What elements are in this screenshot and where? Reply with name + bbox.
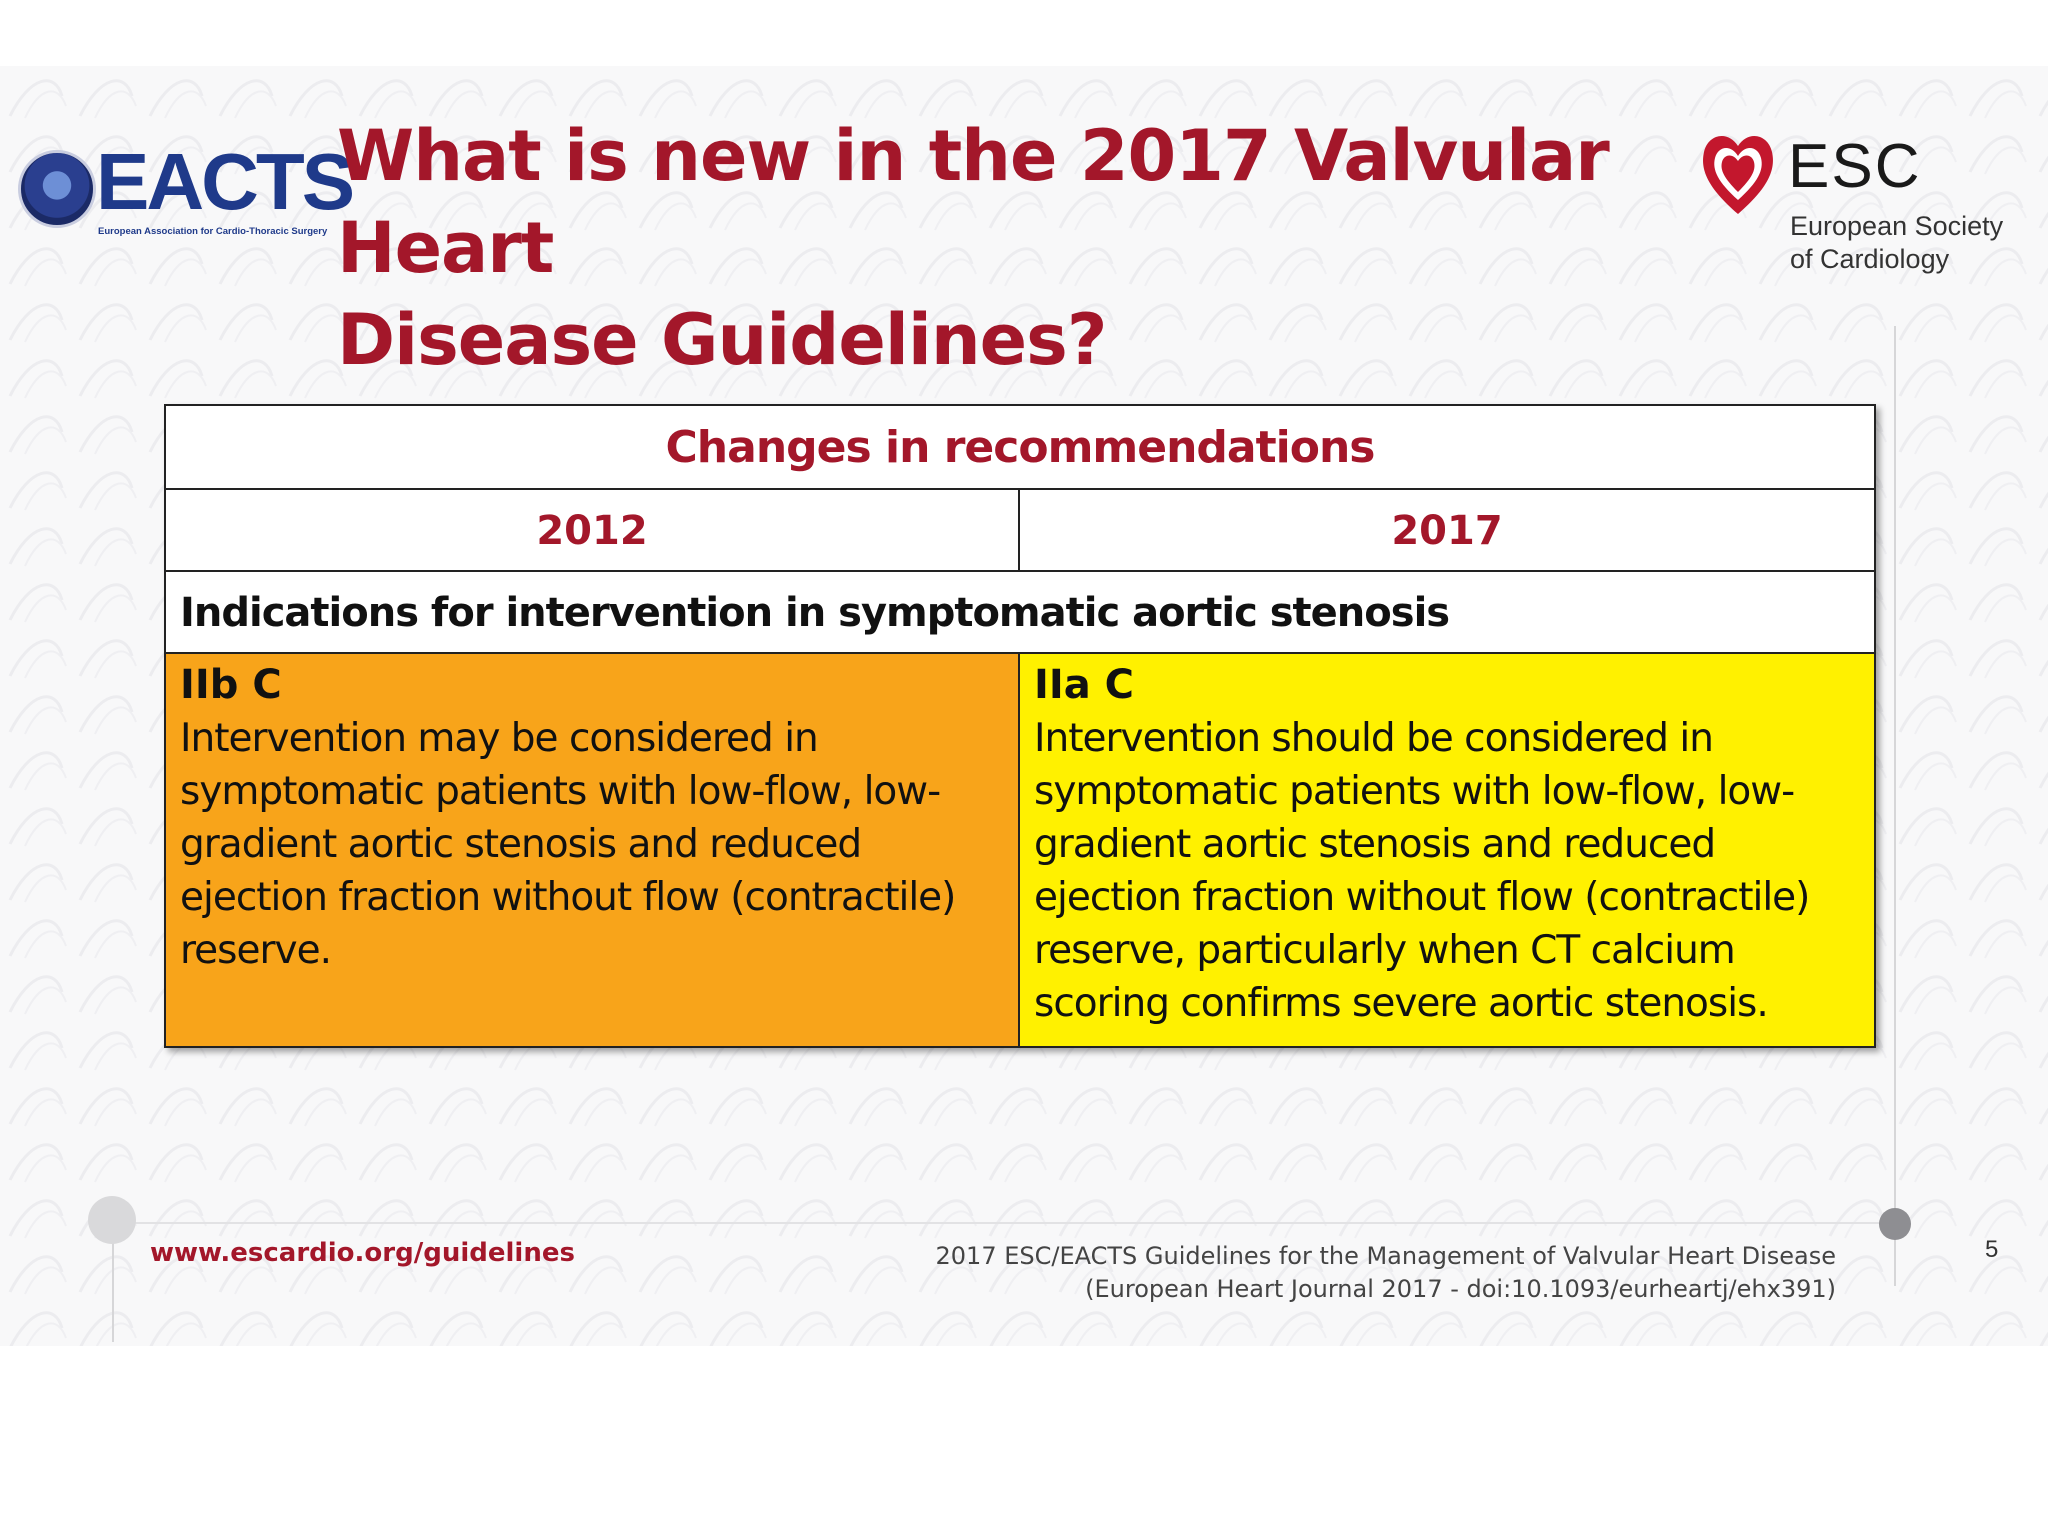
page-title-line2: Disease Guidelines? <box>337 299 1107 381</box>
text-line: reserve. <box>180 928 331 973</box>
eacts-seal-icon <box>18 150 96 228</box>
table-header-row <box>166 490 1874 572</box>
section-row <box>166 572 1874 654</box>
page-number: 5 <box>1985 1236 1999 1263</box>
esc-heart-icon <box>1698 126 1778 218</box>
text-line: ejection fraction without flow (contractile) <box>1034 875 1810 920</box>
eacts-logo <box>18 137 353 250</box>
cell-2012-recommendation <box>166 654 1020 1046</box>
footer-citation <box>936 1240 1836 1306</box>
footer-divider <box>112 1222 1896 1224</box>
text-line: scoring confirms severe aortic stenosis. <box>1034 981 1768 1026</box>
page-title-line1: What is new in the 2017 Valvular Heart <box>337 115 1609 289</box>
year-2017: 2017 <box>1391 508 1503 554</box>
eacts-logo-subtitle: European Association for Cardio-Thoracic Surgery <box>98 226 328 237</box>
text-line: gradient aortic stenosis and reduced <box>1034 822 1716 867</box>
decorative-dot-left <box>88 1196 136 1244</box>
table-title: Changes in recommendations <box>665 422 1375 473</box>
esc-logo-text: ESC <box>1788 132 1922 201</box>
cell-2017-recommendation <box>1020 654 1874 1046</box>
recommendation-text-2012 <box>180 712 1010 977</box>
text-line: reserve, particularly when CT calcium <box>1034 928 1735 973</box>
text-line: symptomatic patients with low-flow, low- <box>1034 769 1795 814</box>
header-cell-2017 <box>1020 490 1874 570</box>
table-title-row <box>166 406 1874 490</box>
table-row <box>166 654 1874 1046</box>
text-line: Intervention should be considered in <box>1034 716 1713 761</box>
section-heading: Indications for intervention in symptomatic aortic stenosis <box>180 590 1450 636</box>
text-line: Intervention may be considered in <box>180 716 818 761</box>
decorative-dot-right <box>1879 1208 1911 1240</box>
year-2012: 2012 <box>536 508 648 554</box>
decorative-vertical-line <box>1894 326 1896 1286</box>
citation-line2: (European Heart Journal 2017 - doi:10.1093/eurheartj/ehx391) <box>1085 1275 1836 1303</box>
page-title <box>337 110 1657 386</box>
recommendations-table <box>164 404 1876 1048</box>
esc-logo <box>1698 126 2018 286</box>
esc-sub-line2: of Cardiology <box>1790 244 1950 274</box>
text-line: ejection fraction without flow (contractile) <box>180 875 956 920</box>
citation-line1: 2017 ESC/EACTS Guidelines for the Management of Valvular Heart Disease <box>935 1242 1836 1270</box>
header-cell-2012 <box>166 490 1020 570</box>
class-label-2017: IIa C <box>1034 662 1135 708</box>
eacts-logo-text: EACTS <box>96 137 353 226</box>
guidelines-link[interactable]: www.escardio.org/guidelines <box>150 1238 575 1268</box>
recommendation-text-2017 <box>1034 712 1864 1030</box>
text-line: symptomatic patients with low-flow, low- <box>180 769 941 814</box>
esc-logo-subtitle <box>1790 210 2003 276</box>
class-label-2012: IIb C <box>180 662 282 708</box>
text-line: gradient aortic stenosis and reduced <box>180 822 862 867</box>
esc-sub-line1: European Society <box>1790 211 2004 241</box>
